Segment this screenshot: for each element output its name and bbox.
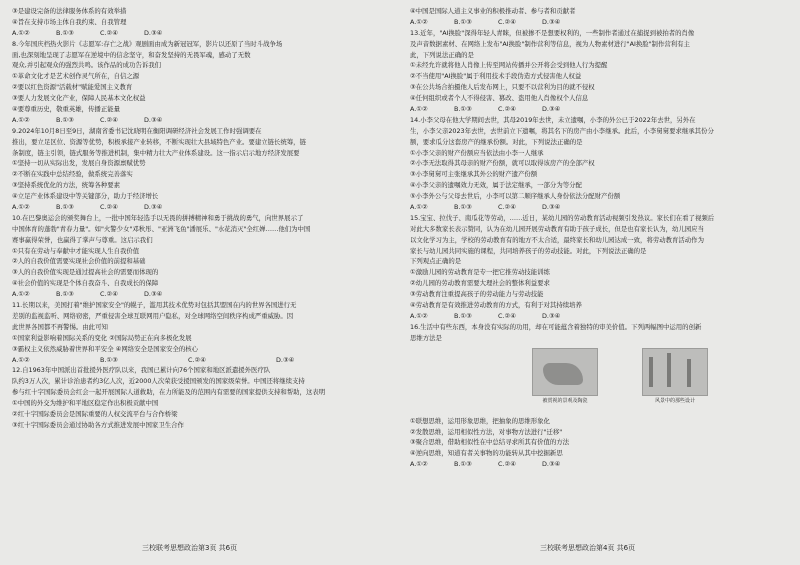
choice-item: ③劳动教育注重提高孩子的劳动能力与劳动技能 (410, 290, 544, 299)
left-column (12, 6, 388, 431)
landscape-image (642, 348, 708, 396)
choice-item: ①国家利益影响着国际关系的变化 ②国际局势正在向多极化发展 (12, 333, 192, 342)
question-text: 8.今年国庆档热火影片《志愿军:存亡之战》观剧面由成为新冠冠军，影片以还原了当时斗战争场 (12, 39, 283, 48)
q14-options (410, 202, 786, 213)
option-a: A.①② (12, 203, 30, 212)
option-a: A.①② (12, 290, 30, 299)
sculpture-image (532, 348, 598, 396)
choice-item: ③聚合思维，借助相似性在中总结寻求所其有价值的方法 (410, 438, 570, 447)
question-9 (12, 126, 388, 213)
question-text: 下列观点正确的是 (410, 257, 462, 266)
choice-item: ②要以红色资源"活载材"赋能爱国主义教育 (12, 83, 133, 92)
choice-item: ③霸权主义依然威胁着世界和平安全 ④网络安全是国家安全的核心 (12, 344, 199, 353)
question-text: 家长与幼儿园共同实施的课程，共同培养孩子的劳动技能。对此，下列说法正确的是 (410, 246, 647, 255)
question-text: 此，下列说法正确的是 (410, 50, 474, 59)
choice-item: ①小李父亲的财产份额应当依法由小李一人继承 (410, 148, 544, 157)
choice-item: ④要尊重历史，敬重英雄，传播正能量 (12, 105, 120, 114)
option-d: D.③④ (144, 290, 163, 299)
choice-item: ②不当使用"AI换脸"属于利用技术手段伪造方式侵害他人权益 (410, 72, 582, 81)
photo-1 (530, 348, 600, 412)
option-b: B.①③ (454, 17, 472, 26)
q7-options (12, 28, 388, 39)
option-b: B.①③ (454, 105, 472, 114)
option-d: D.③④ (276, 355, 295, 364)
option-d: D.③④ (542, 17, 561, 26)
option-c: C.②④ (100, 28, 118, 37)
choice-item: ④小李父亲的遗嘱效力无效，属于法定继承，一部分为等分配 (410, 181, 582, 190)
choice-item: ④逆向思维，知道有者关事物的功能转从其中挖掘新思 (410, 449, 563, 458)
option-d: D.③④ (144, 28, 163, 37)
option-c: C.②④ (100, 203, 118, 212)
question-text: 11.长期以来，美国打着"维护国家安全"的幌子，滥用其技术优势对包括其盟国在内的世界各国进行无 (12, 301, 297, 310)
option-c: C.②④ (498, 203, 516, 212)
choice-item: ③在公共场合拍摄他人后发布网上，只要不以营利为目的就不侵权 (410, 83, 595, 92)
question-14 (410, 115, 786, 213)
question-text: 10.在巴黎奥运会的颁奖舞台上，一批中国年轻选手以无畏的拼搏精神和勇于挑战的勇气，向世界展示了 (12, 213, 304, 222)
option-b: B.①③ (56, 290, 74, 299)
option-d: D.③④ (542, 105, 561, 114)
option-b: B.①③ (56, 28, 74, 37)
choice-item: ②人的自我价值需要实现社会价值的前提和基础 (12, 257, 146, 266)
option-b: B.①③ (56, 115, 74, 124)
question-text: 推出，要立足区位、资源等优势，积极承接产业转移，不断实现壮大县域特色产业。要建立链长统筹，链 (12, 137, 306, 146)
option-d: D.③④ (542, 460, 561, 469)
q9-options (12, 202, 388, 213)
page-footer-right: 三校联考思想政治第4页 共6页 (540, 544, 636, 552)
choice-item: ③要人力发展文化产业，保障人民基本文化权益 (12, 94, 146, 103)
question-text: 16.生活中有些东西，本身没有实际的功用，却在可能蕴含着独特的审美价值。下列两幅图中运用的创新 (410, 322, 702, 331)
option-c: C.②④ (498, 17, 516, 26)
question-text: 观众,并引起观众的强烈共鸣。该作品的成功告诉我们 (12, 61, 162, 70)
option-a: A.①② (410, 105, 428, 114)
choice-item: ①坚持一切从实际出发，发展自身资源禀赋优势 (12, 159, 146, 168)
question-text: 此世界各国都不再警惕。由此可知 (12, 322, 108, 331)
question-text: 15.宝宝、拉伐子、南瓜花等劳动，……近日，某幼儿园的劳动教育活动视频引发热议。家长们在看了视频后 (410, 213, 715, 222)
question-text: 对此大多数家长表示赞同，认为在幼儿园开展劳动教育有助于孩子成长，但是也有家长认为，幼儿园应当 (410, 224, 704, 233)
question-12 (12, 365, 388, 430)
choice-item: ③小李舅舅可主张继承其外公的财产遗产份额 (410, 170, 538, 179)
option-c: C.②④ (100, 290, 118, 299)
question-text: 及声音数据素材、在网络上发布"AI换脸"制作营利等信息，视为人物素材进行"AI换脸"制作营利有主 (410, 39, 690, 48)
option-a: A.①② (410, 311, 428, 320)
choice-item: ②小李无法取得其母亲的财产份额，就可以取得该房产的全部产权 (410, 159, 595, 168)
choice-item: ②幼儿园的劳动教育需要大理社会的整体利益要求 (410, 279, 550, 288)
q12-options (410, 17, 786, 28)
q8-options (12, 115, 388, 126)
option-a: A.①② (410, 17, 428, 26)
photo-caption: 被赏视的景观及陶瓷 (542, 397, 588, 404)
option-c: C.②④ (188, 355, 206, 364)
question-text: 思维方法是 (410, 333, 442, 342)
choice-item: ②红十字国际委员会是国际重要的人权交流平台与合作桥梁 (12, 409, 178, 418)
option-a: A.①② (12, 28, 30, 37)
choice-item: ②发散思维，运用相似性方法，对事物方法进行"迁移" (410, 427, 563, 436)
choice-item: ④社会价值的实现是个体自我奋斗、自我成长的保障 (12, 279, 159, 288)
choice-item: ④立足产业体系建设中等关键部分，助力于经济增长 (12, 192, 159, 201)
option-b: B.①③ (454, 203, 472, 212)
q10-options (12, 289, 388, 300)
choice-item: ④劳动教育是有效推进劳动教育的方式，有利于对其持续培养 (410, 301, 582, 310)
choice-item: ②不断在实践中总结经验，做系统完善落实 (12, 170, 133, 179)
option-b: B.①③ (56, 203, 74, 212)
q11-options (12, 355, 388, 366)
choice-item: ①激励儿园的劳动教育是专一把它推劳动技能训练 (410, 268, 550, 277)
photo-caption: 风景中的那些设计 (654, 397, 695, 404)
option-d: D.③④ (144, 203, 163, 212)
question-16-images (530, 348, 786, 412)
question-text: 以文化学习为主，学校的劳动教育有的地方不太合适，最终家长和幼儿园达成一致，将劳动教育活动作为 (410, 235, 704, 244)
question-13 (410, 28, 786, 115)
right-column (410, 6, 786, 470)
question-text: 14.小李父母在他大学期间去世，其母2019年去世，未立遗嘱，小李的外公已于2022年去世，另外在 (410, 115, 696, 124)
option-a: A.①② (410, 460, 428, 469)
question-text: 12.自1963年中国派出首批援外医疗队以来，我国已累计向76个国家和地区派遣援外医疗队 (12, 366, 271, 375)
q15-options (410, 311, 786, 322)
choice-item: ①中国的外交为维护和平地区稳定作出积极贡献中国 (12, 399, 159, 408)
choice-item: ①只有在劳动与奉献中才能实现人生自我价值 (12, 246, 140, 255)
question-11 (12, 300, 388, 365)
question-text: 13.近年，"AI换脸"深得年轻人青睐，但被掺不是想要权利的，一些制作者通过在捕捉到被拍者的肖像 (410, 28, 695, 37)
choice-item: ①联想思维，运用形象思维，把抽象的思维形象化 (410, 416, 550, 425)
choice-item: ①革命文化才是艺术创作灵气所在，自信之源 (12, 72, 140, 81)
question-15 (410, 213, 786, 322)
choice-item: ⑤小李外公与父母去世后，小李可以第二顺序继承人身份依法分配财产份额 (410, 192, 621, 201)
question-8 (12, 39, 388, 126)
choice-item: ④任何组织或者个人不得侵害、篡改、盗用他人肖像权个人信息 (410, 94, 589, 103)
choice-item: ③坚持系统优化的方法，统筹各种要素 (12, 181, 120, 190)
choice-item: ③红十字国际委员会通过协助各方式推进发展中国家卫生合作 (12, 420, 184, 429)
question-text: 参与红十字国际委员会红会一起开展国际人道救助，在力所能及的范围内有需要的国家提供支持和帮助，这表明 (12, 388, 326, 397)
option-d: D.③④ (144, 115, 163, 124)
choice-item: ①未经允许就将他人肖像上传至网站传播并公开将会受到他人行为提醒 (410, 61, 608, 70)
photo-2 (640, 348, 710, 412)
question-text: 额，要求瓜分这套房产的继承份额。对此，下列说法正确的是 (410, 137, 583, 146)
question-text: 差别的监视监听、网络窃密，严重侵害全球互联网用户隐私，对全球网络空间秩序构成严重威胁。因 (12, 311, 294, 320)
question-text: 9.2024年10月8日至9日，湖南省委书记沈晓明在衡阳调研经济社会发展工作时强调要在 (12, 126, 262, 135)
question-text: 生，小李父亲2023年去世，去世前立下遗嘱，将其名下的房产由小李继承。此后，小李舅舅要求继承其份分 (410, 126, 714, 135)
option-c: C.②④ (498, 311, 516, 320)
question-16 (410, 322, 786, 470)
option-d: D.③④ (542, 203, 561, 212)
option-a: A.①② (12, 355, 30, 364)
page-footer-left: 三校联考思想政治第3页 共6页 (142, 544, 238, 552)
question-text: 中国体育的蓬勃"青春力量"。如"火警少女"邓秋彤、"亚洲飞鱼"潘展乐、"水花消灭"全红婵……他们为中国 (12, 224, 311, 233)
option-c: C.②④ (100, 115, 118, 124)
option-d: D.③④ (542, 311, 561, 320)
option-b: B.①③ (454, 460, 472, 469)
text-line: ④旨在支持市场主体自我约束、自我管理 (12, 17, 127, 26)
question-10 (12, 213, 388, 300)
q13-options (410, 104, 786, 115)
option-a: A.①② (12, 115, 30, 124)
question-text: 赛事赢得荣誉，也赢得了掌声与尊重。这启示我们 (12, 235, 153, 244)
choice-item: ③人的自我价值实现是通过提高社会的需要而体现的 (12, 268, 159, 277)
option-a: A.①② (410, 203, 428, 212)
option-c: C.②④ (498, 105, 516, 114)
q16-options (410, 459, 786, 470)
option-b: B.①③ (454, 311, 472, 320)
text-line: ③是建设完备的法律服务体系的有效举措 (12, 7, 127, 15)
choice-item: ④中国是国际人道主义事业的积极推动者、参与者和贡献者 (410, 7, 576, 15)
question-text: 队约3万人次，累计诊治患者约3亿人次，近2000人次荣获受援国颁发的国家级荣誉。中国还将继续支持 (12, 377, 305, 386)
question-text: 面,也深刻地呈现了志愿军在逆境中的信念坚守，和奋发坚持的无畏军魂，感动了无数 (12, 50, 251, 59)
question-text: 条制度，链主引领，链式服务等推进机制，集中精力壮大产业体系建设。这一指示启示地方经济发展要 (12, 148, 300, 157)
option-c: C.②④ (498, 460, 516, 469)
option-b: B.①③ (100, 355, 118, 364)
